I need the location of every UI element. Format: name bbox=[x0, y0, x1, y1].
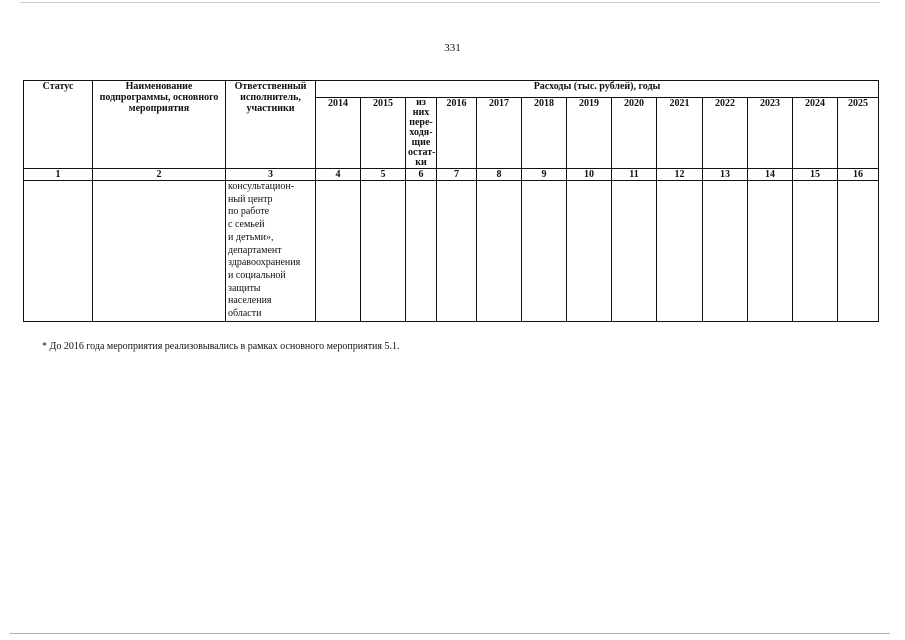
value-cell bbox=[522, 181, 567, 322]
page-number: 331 bbox=[444, 42, 461, 54]
value-cell bbox=[748, 181, 793, 322]
year-header: 2015 bbox=[361, 98, 406, 169]
year-header: 2016 bbox=[437, 98, 477, 169]
header-row bbox=[24, 81, 879, 98]
year-header: 2025 bbox=[838, 98, 879, 169]
year-header: 2024 bbox=[793, 98, 838, 169]
column-number: 11 bbox=[612, 169, 657, 181]
carryover-header: из них пере-ходя-щие остат-ки bbox=[406, 98, 437, 169]
column-number: 6 bbox=[406, 169, 437, 181]
header-executor: Ответственный исполнитель, участники bbox=[226, 81, 316, 169]
column-number-row bbox=[24, 169, 879, 181]
header-expenses: Расходы (тыс. рублей), годы bbox=[316, 81, 879, 98]
year-header: 2023 bbox=[748, 98, 793, 169]
column-number: 3 bbox=[226, 169, 316, 181]
value-cell bbox=[838, 181, 879, 322]
column-number: 12 bbox=[657, 169, 703, 181]
table-row bbox=[24, 181, 879, 322]
value-cell bbox=[316, 181, 361, 322]
value-cell bbox=[477, 181, 522, 322]
status-cell bbox=[24, 181, 93, 322]
column-number: 4 bbox=[316, 169, 361, 181]
value-cell bbox=[703, 181, 748, 322]
budget-table bbox=[23, 80, 879, 322]
value-cell bbox=[437, 181, 477, 322]
scan-line-bottom bbox=[10, 633, 890, 634]
header-status: Статус bbox=[24, 81, 93, 169]
year-header: 2018 bbox=[522, 98, 567, 169]
column-number: 5 bbox=[361, 169, 406, 181]
year-header: 2021 bbox=[657, 98, 703, 169]
column-number: 1 bbox=[24, 169, 93, 181]
column-number: 7 bbox=[437, 169, 477, 181]
column-number: 14 bbox=[748, 169, 793, 181]
value-cell bbox=[361, 181, 406, 322]
column-number: 15 bbox=[793, 169, 838, 181]
year-header: 2020 bbox=[612, 98, 657, 169]
value-cell bbox=[793, 181, 838, 322]
column-number: 2 bbox=[93, 169, 226, 181]
column-number: 8 bbox=[477, 169, 522, 181]
executor-cell: консультацион- ный центр по работе с семьей и детьми», департамент здравоохранения и социальной защиты населения области bbox=[226, 181, 316, 322]
header-name: Наименование подпрограммы, основного мероприятия bbox=[93, 81, 226, 169]
year-header: 2017 bbox=[477, 98, 522, 169]
name-cell bbox=[93, 181, 226, 322]
column-number: 13 bbox=[703, 169, 748, 181]
year-header: 2019 bbox=[567, 98, 612, 169]
value-cell bbox=[612, 181, 657, 322]
column-number: 16 bbox=[838, 169, 879, 181]
footnote: * До 2016 года мероприятия реализовывались в рамках основного мероприятия 5.1. bbox=[42, 341, 400, 352]
value-cell bbox=[406, 181, 437, 322]
year-header: 2014 bbox=[316, 98, 361, 169]
year-header: 2022 bbox=[703, 98, 748, 169]
scan-line-top bbox=[20, 2, 880, 3]
value-cell bbox=[657, 181, 703, 322]
column-number: 10 bbox=[567, 169, 612, 181]
value-cell bbox=[567, 181, 612, 322]
column-number: 9 bbox=[522, 169, 567, 181]
